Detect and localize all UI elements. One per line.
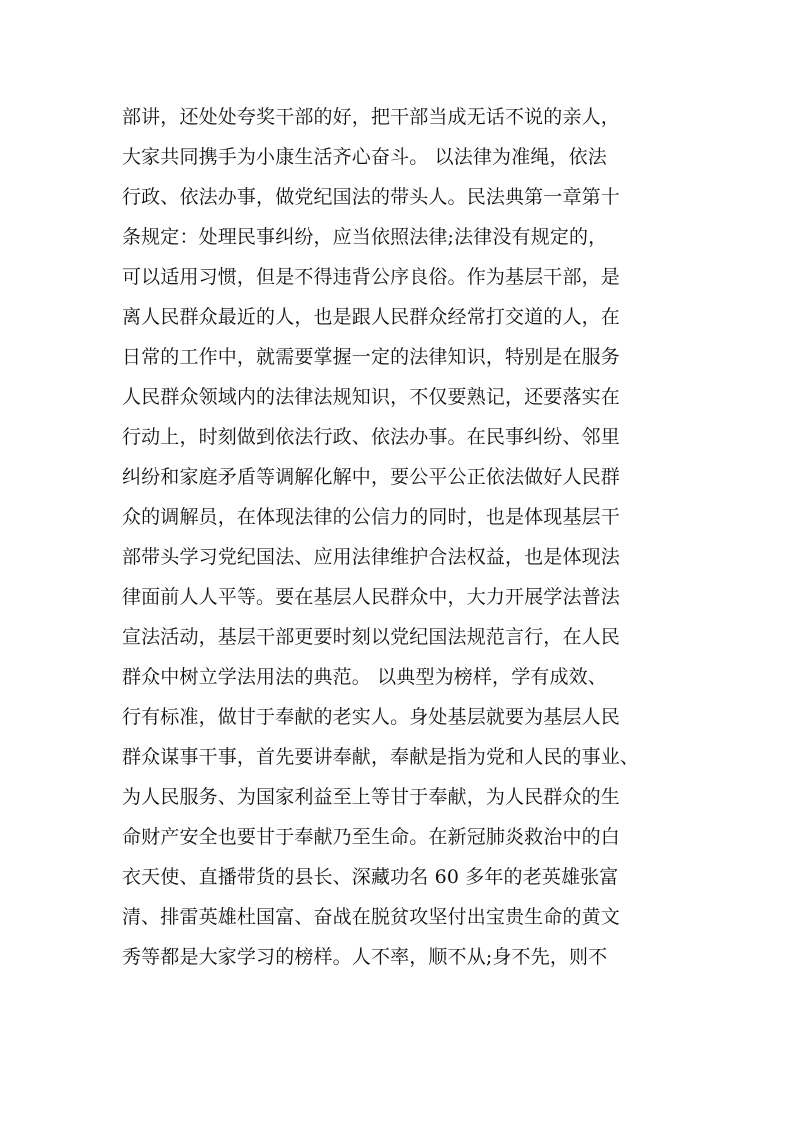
text-line: 大家共同携手为小康生活齐心奋斗。 以法律为准绳，依法 bbox=[122, 146, 607, 168]
text-line: 纠纷和家庭矛盾等调解化解中，要公平公正依法做好人民群 bbox=[122, 466, 620, 488]
text-line: 行动上，时刻做到依法行政、依法办事。在民事纠纷、邻里 bbox=[122, 426, 620, 448]
text-line: 秀等都是大家学习的榜样。人不率，顺不从;身不先，则不 bbox=[122, 946, 608, 968]
text-line: 律面前人人平等。要在基层人民群众中，大力开展学法普法 bbox=[122, 586, 620, 608]
body-text bbox=[122, 97, 688, 977]
text-line: 人民群众领域内的法律法规知识，不仅要熟记，还要落实在 bbox=[122, 386, 620, 408]
text-line: 清、排雷英雄杜国富、奋战在脱贫攻坚付出宝贵生命的黄文 bbox=[122, 906, 620, 928]
text-line: 宣法活动，基层干部更要时刻以党纪国法规范言行，在人民 bbox=[122, 626, 620, 648]
text-line: 行政、依法办事，做党纪国法的带头人。民法典第一章第十 bbox=[122, 186, 620, 208]
text-line: 部带头学习党纪国法、应用法律维护合法权益，也是体现法 bbox=[122, 546, 620, 568]
text-line: 群众中树立学法用法的典范。 以典型为榜样，学有成效、 bbox=[122, 666, 607, 688]
text-line: 行有标准，做甘于奉献的老实人。身处基层就要为基层人民 bbox=[122, 706, 620, 728]
text-line: 日常的工作中，就需要掌握一定的法律知识，特别是在服务 bbox=[122, 346, 620, 368]
text-line: 可以适用习惯，但是不得违背公序良俗。作为基层干部，是 bbox=[122, 266, 620, 288]
text-line: 为人民服务、为国家利益至上等甘于奉献，为人民群众的生 bbox=[122, 786, 620, 808]
text-line: 部讲，还处处夸奖干部的好，把干部当成无话不说的亲人， bbox=[122, 106, 620, 128]
text-line: 群众谋事干事，首先要讲奉献，奉献是指为党和人民的事业、 bbox=[122, 746, 640, 768]
text-line: 条规定：处理民事纠纷，应当依照法律;法律没有规定的， bbox=[122, 226, 608, 248]
text-line: 众的调解员，在体现法律的公信力的同时，也是体现基层干 bbox=[122, 506, 620, 528]
text-line: 离人民群众最近的人，也是跟人民群众经常打交道的人，在 bbox=[122, 306, 620, 328]
text-line: 衣天使、直播带货的县长、深藏功名 60 多年的老英雄张富 bbox=[122, 866, 619, 888]
text-line: 命财产安全也要甘于奉献乃至生命。在新冠肺炎救治中的白 bbox=[122, 826, 620, 848]
